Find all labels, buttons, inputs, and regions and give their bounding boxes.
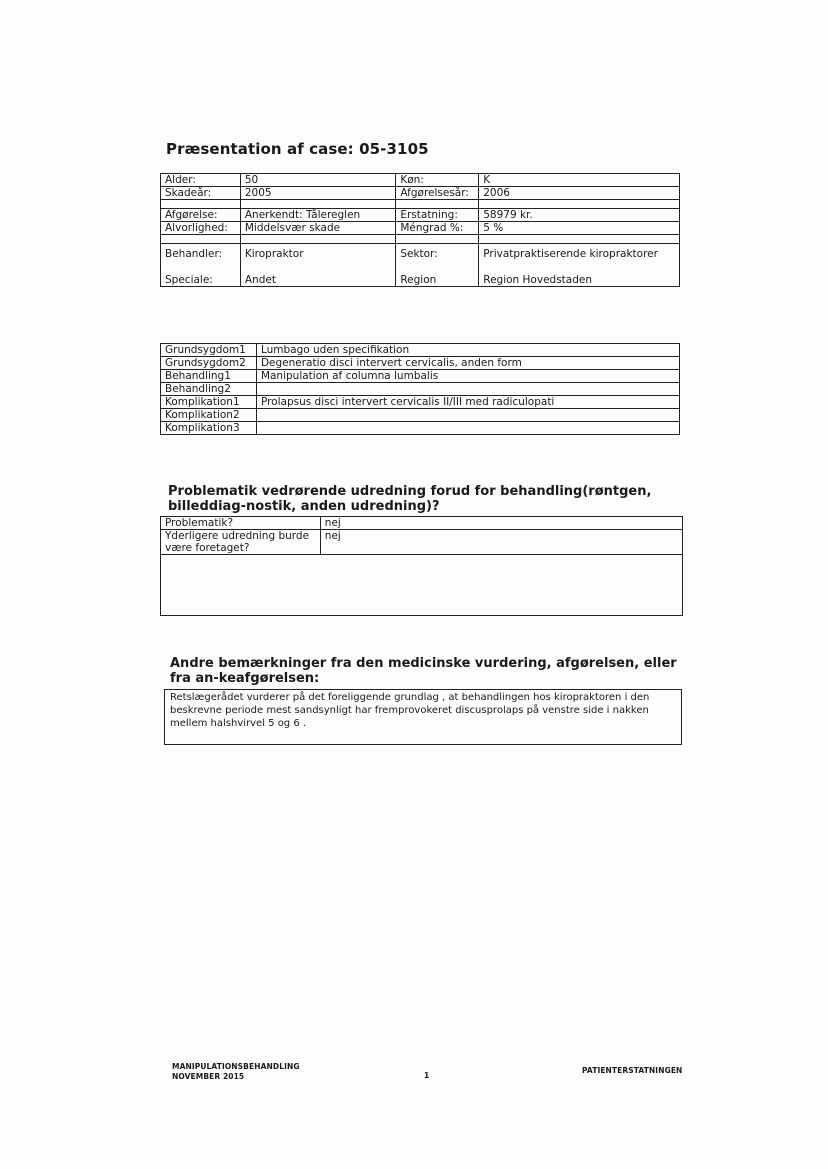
diagnosis-value [256, 422, 679, 435]
table-row [161, 517, 683, 530]
erstatning-value: 58979 kr. [479, 209, 680, 222]
koen-label: Køn: [396, 174, 479, 187]
footer-left-line2: NOVEMBER 2015 [172, 1072, 245, 1081]
diagnosis-label: Behandling1 [161, 370, 257, 383]
table-row [161, 370, 680, 383]
mengrad-label: Méngrad %: [396, 222, 479, 235]
info-row-gap [161, 200, 680, 209]
table-row [161, 396, 680, 409]
info-row-alder [161, 174, 680, 187]
alder-label: Alder: [161, 174, 241, 187]
diagnosis-value: Degeneratio disci intervert cervicalis, anden form [256, 357, 679, 370]
info-row-behandler [161, 244, 680, 287]
region-label: Region [400, 274, 437, 286]
koen-value: K [479, 174, 680, 187]
table-row [161, 409, 680, 422]
table-row [161, 555, 683, 616]
sektor-label: Sektor: [400, 248, 438, 260]
diagnosis-label: Grundsygdom1 [161, 344, 257, 357]
diagnosis-label: Komplikation1 [161, 396, 257, 409]
problematik-table [160, 516, 683, 616]
info-row-skadeaar [161, 187, 680, 200]
problematik-q1-label: Problematik? [161, 517, 321, 530]
footer-left [172, 1062, 300, 1082]
footer-right: PATIENTERSTATNINGEN [582, 1066, 683, 1075]
diagnosis-label: Grundsygdom2 [161, 357, 257, 370]
table-row [161, 383, 680, 396]
skadeaar-value: 2005 [240, 187, 395, 200]
erstatning-label: Erstatning: [396, 209, 479, 222]
problematik-q1-value: nej [320, 517, 682, 530]
page-number: 1 [424, 1071, 430, 1080]
info-row-afgoerelse [161, 209, 680, 222]
remarks-heading: Andre bemærkninger fra den medicinske vurdering, afgørelsen, eller fra an-keafgørelsen: [170, 656, 677, 686]
table-row [161, 344, 680, 357]
afgoerelsesaar-label: Afgørelsesår: [396, 187, 479, 200]
info-row-gap-2 [161, 235, 680, 244]
behandler-value: Kiropraktor [244, 248, 304, 260]
problematik-heading: Problematik vedrørende udredning forud for behandling(røntgen, billeddiag-nostik, anden udredning)? [168, 484, 652, 514]
diagnosis-label: Komplikation2 [161, 409, 257, 422]
mengrad-value: 5 % [479, 222, 680, 235]
speciale-label: Speciale: [165, 274, 213, 286]
diagnosis-table [160, 343, 680, 435]
problematik-q2-label: Yderligere udredning burde være foretaget? [161, 530, 321, 555]
diagnosis-value: Manipulation af columna lumbalis [256, 370, 679, 383]
problematik-blank-area [161, 555, 683, 616]
diagnosis-label: Behandling2 [161, 383, 257, 396]
region-value: Region Hovedstaden [483, 274, 592, 286]
table-row [161, 357, 680, 370]
alvorlighed-value: Middelsvær skade [240, 222, 395, 235]
afgoerelse-label: Afgørelse: [161, 209, 241, 222]
sektor-value: Privatpraktiserende kiropraktorer [483, 248, 658, 260]
problematik-q2-value: nej [320, 530, 682, 555]
alder-value: 50 [240, 174, 395, 187]
page-title: Præsentation af case: 05-3105 [166, 140, 429, 158]
diagnosis-value: Lumbago uden specifikation [256, 344, 679, 357]
table-row [161, 530, 683, 555]
remarks-box: Retslægerådet vurderer på det foreliggende grundlag , at behandlingen hos kiropraktoren i den beskrevne periode mest sandsynligt har fremprovokeret discusprolaps på venstre side i nakken mellem halshvirvel 5 og 6 . [164, 689, 682, 745]
table-row [161, 422, 680, 435]
diagnosis-value [256, 383, 679, 396]
footer-left-line1: MANIPULATIONSBEHANDLING [172, 1062, 300, 1071]
diagnosis-value: Prolapsus disci intervert cervicalis II/III med radiculopati [256, 396, 679, 409]
diagnosis-label: Komplikation3 [161, 422, 257, 435]
skadeaar-label: Skadeår: [161, 187, 241, 200]
diagnosis-value [256, 409, 679, 422]
case-info-table [160, 173, 680, 287]
behandler-label: Behandler: [165, 248, 223, 260]
alvorlighed-label: Alvorlighed: [161, 222, 241, 235]
speciale-value: Andet [244, 274, 276, 286]
info-row-alvorlighed [161, 222, 680, 235]
afgoerelse-value: Anerkendt: Tålereglen [240, 209, 395, 222]
afgoerelsesaar-value: 2006 [479, 187, 680, 200]
